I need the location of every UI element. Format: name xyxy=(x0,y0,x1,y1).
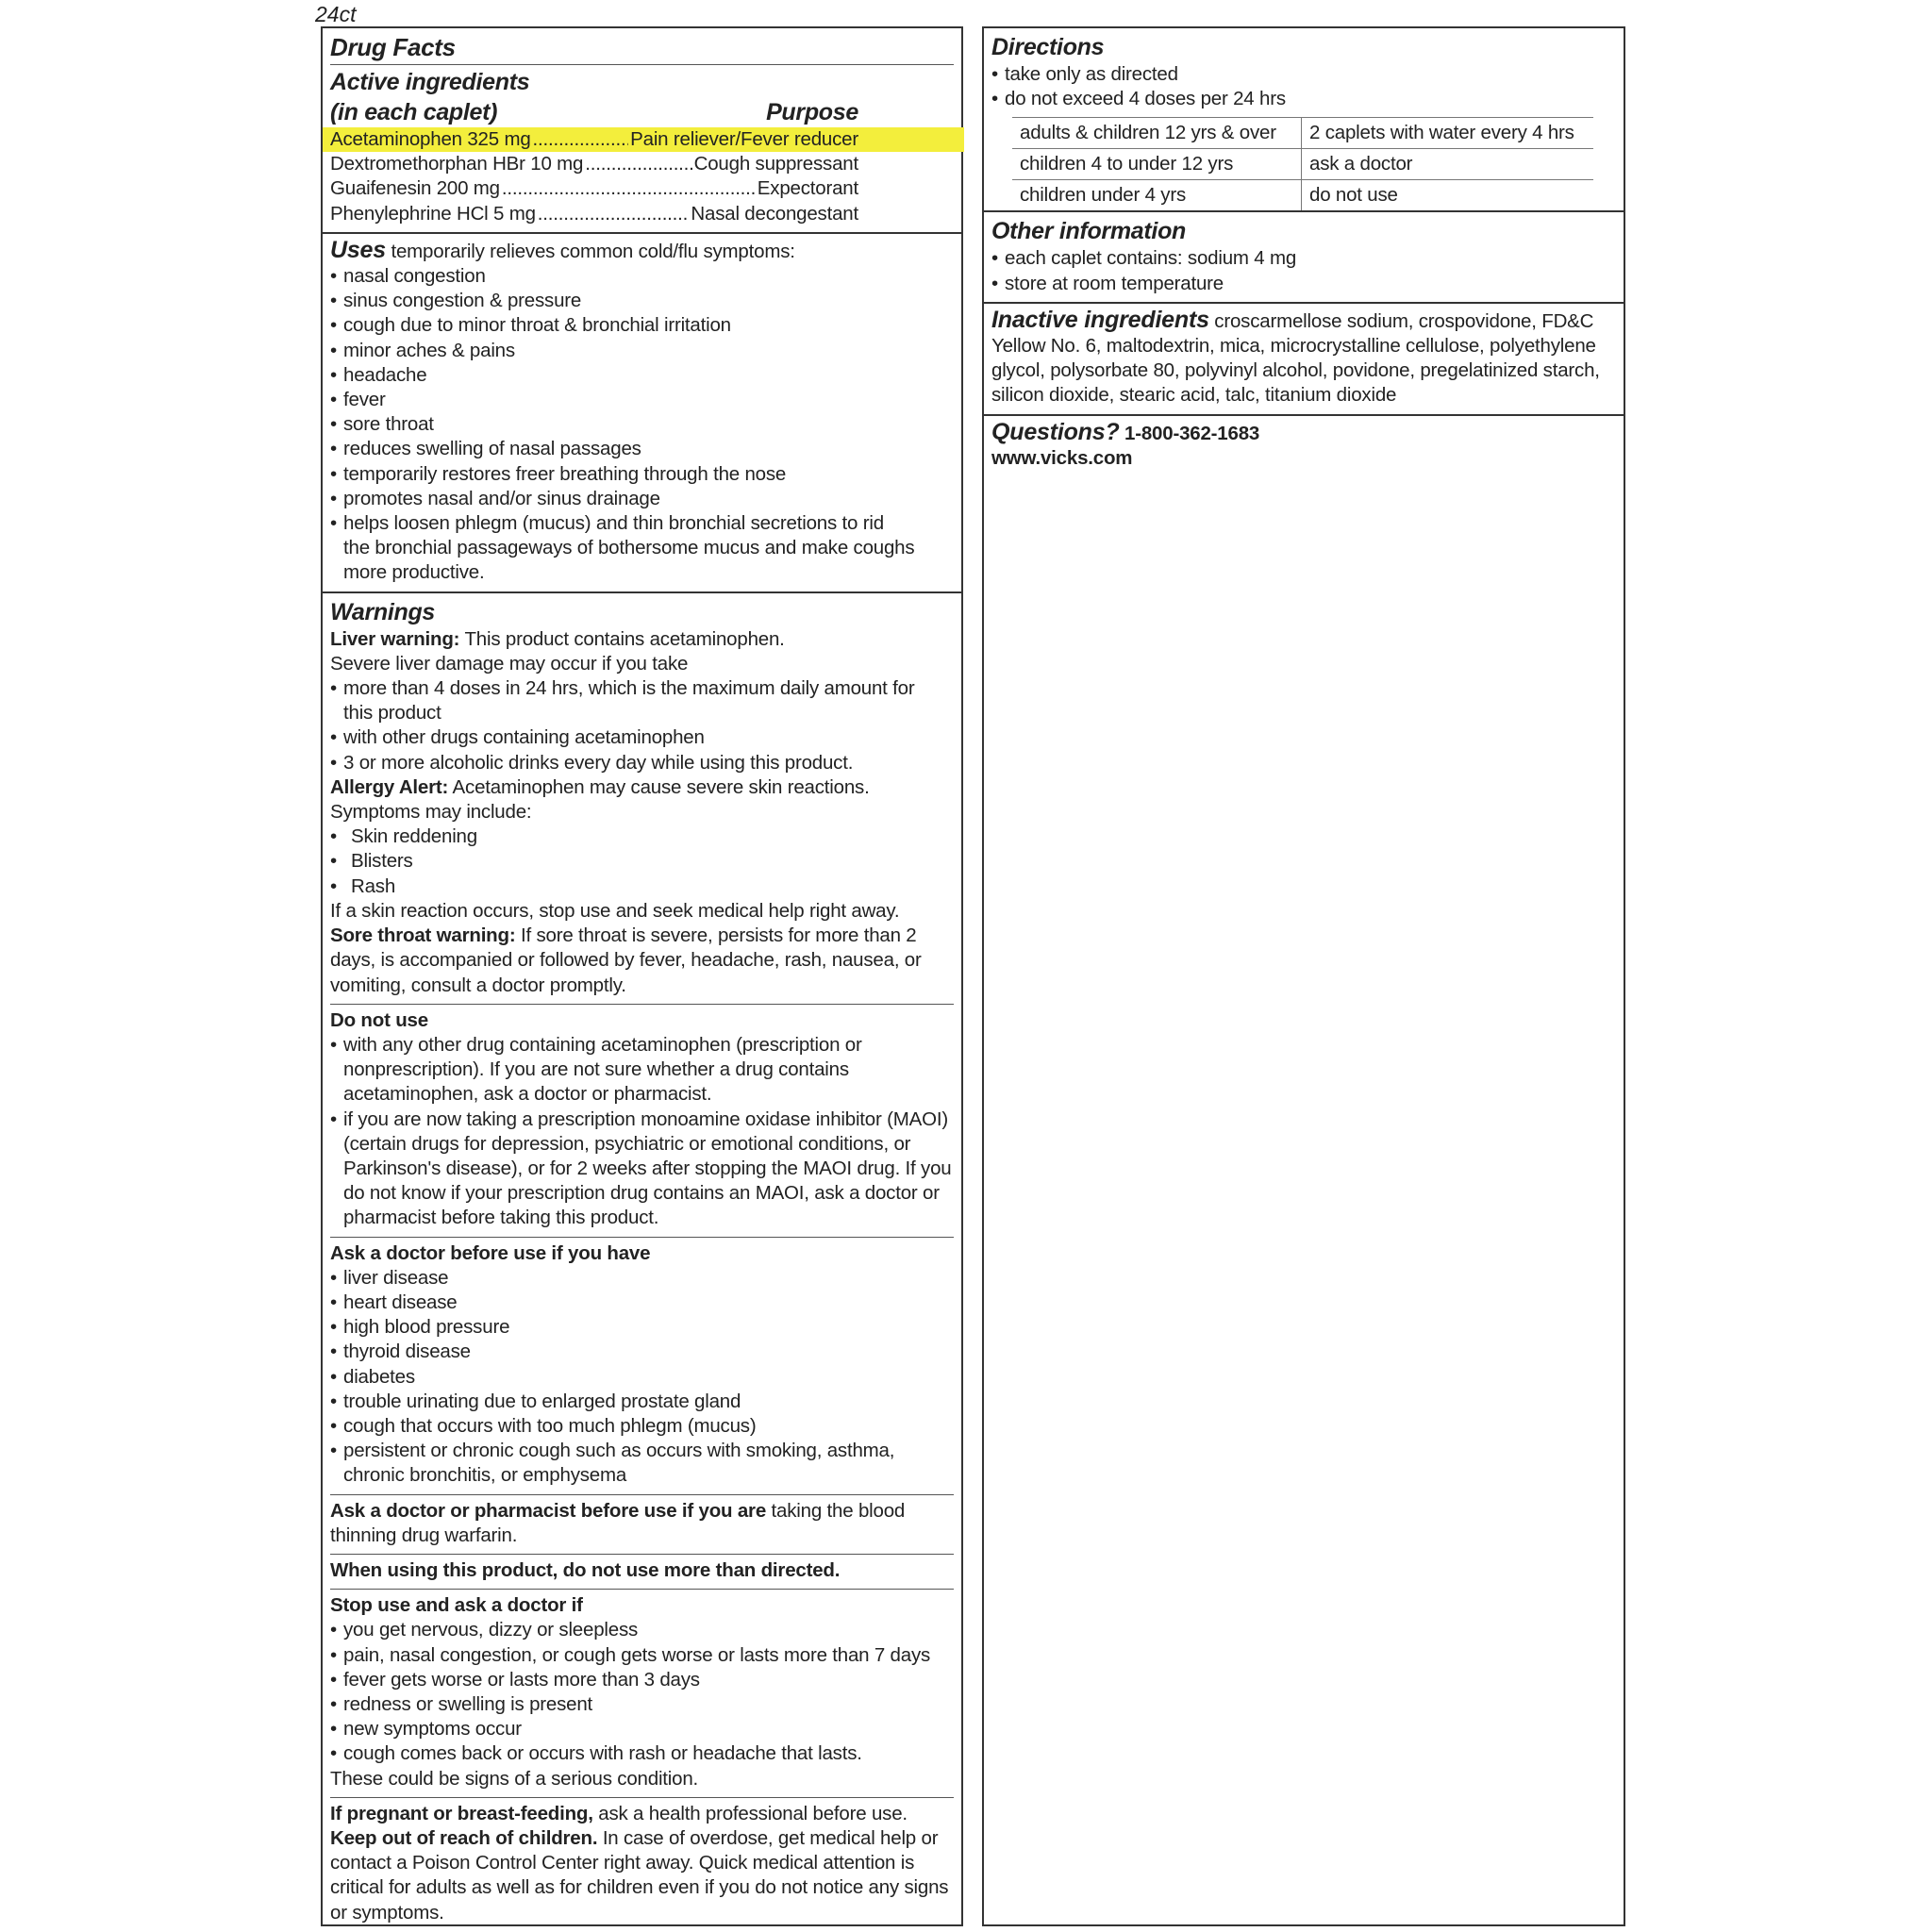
list-item: • headache xyxy=(330,363,427,386)
inactive-ingredients-title: Inactive ingredients xyxy=(991,306,1209,333)
allergy-alert-label: Allergy Alert: xyxy=(330,775,449,798)
list-item: • cough comes back or occurs with rash or headache that lasts. xyxy=(330,1742,862,1765)
table-row xyxy=(1012,149,1593,180)
age-cell: children 4 to under 12 yrs xyxy=(1012,149,1302,180)
list-item: • 3 or more alcoholic drinks every day while using this product. xyxy=(330,751,854,774)
list-item: • trouble urinating due to enlarged prostate gland xyxy=(330,1390,741,1412)
uses-title: Uses xyxy=(330,236,386,263)
list-item: • persistent or chronic cough such as occurs with smoking, asthma, chronic bronchitis, or emphysema xyxy=(330,1440,895,1487)
do-not-use-section xyxy=(330,1004,954,1231)
list-item: • nasal congestion xyxy=(330,265,486,288)
table-row xyxy=(1012,180,1593,211)
list-item: • Skin reddening xyxy=(330,825,477,848)
dose-cell: ask a doctor xyxy=(1302,149,1594,180)
ingredient-row xyxy=(323,127,964,152)
pregnant-text: ask a health professional before use. xyxy=(598,1802,908,1824)
other-information-section xyxy=(984,212,1624,303)
list-item: • more than 4 doses in 24 hrs, which is the maximum daily amount for this product xyxy=(330,677,915,724)
ingredient-purpose: Cough suppressant xyxy=(693,153,858,175)
questions-title: Questions? xyxy=(991,418,1120,445)
inactive-ingredients-text: croscarmellose sodium, crospovidone, FD&C Yellow No. 6, maltodextrin, mica, microcrystalline cellulose, polyethylene glycol, polysorbate 80, polyvinyl alcohol, povidone, pregelatinized starch, silicon dioxide, stearic acid, talc, titanium dioxide xyxy=(991,309,1600,407)
list-item: • high blood pressure xyxy=(330,1316,510,1339)
count-label: 24ct xyxy=(315,2,357,26)
list-item: • if you are now taking a prescription monoamine oxidase inhibitor (MAOI) (certain drugs for depression, psychiatric or emotional conditions, or Parkinson's disease), or for 2 weeks after stopping the MAOI drug. If you do not know if your prescription drug contains an MAOI, ask a doctor or pharmacist before taking this product. xyxy=(330,1108,952,1229)
list-item: • cough due to minor throat & bronchial irritation xyxy=(330,314,731,337)
ingredient-purpose: Nasal decongestant xyxy=(691,202,858,225)
warnings-title: Warnings xyxy=(330,598,436,625)
warnings-section xyxy=(323,593,961,1931)
allergy-alert-text: Acetaminophen may cause severe skin reactions. xyxy=(452,775,870,798)
pregnant-section xyxy=(330,1797,954,1925)
list-item: • Rash xyxy=(330,874,396,897)
drug-facts-title: Drug Facts xyxy=(330,32,954,65)
ask-doctor-section xyxy=(330,1237,954,1489)
ingredient-name: Acetaminophen 325 mg xyxy=(330,128,531,150)
ingredient-purpose: Expectorant xyxy=(757,177,858,200)
active-ingredients-title: Active ingredients xyxy=(330,69,530,95)
sore-throat-warning xyxy=(330,924,943,998)
list-item: • heart disease xyxy=(330,1291,458,1313)
list-item: • do not exceed 4 doses per 24 hrs xyxy=(991,88,1286,110)
phone-number: 1-800-362-1683 xyxy=(1124,422,1260,444)
ingredient-purpose: Pain reliever/Fever reducer xyxy=(630,128,858,150)
stop-use-section xyxy=(330,1589,954,1791)
ingredient-row xyxy=(330,152,858,176)
drug-facts-right-panel xyxy=(982,26,1625,1926)
each-caplet-subtitle: (in each caplet) xyxy=(330,99,498,125)
liver-warning-label: Liver warning: xyxy=(330,627,460,650)
ingredient-row xyxy=(330,202,858,226)
list-item: • liver disease xyxy=(330,1266,449,1289)
sore-throat-text: If sore throat is severe, persists for more than 2 days, is accompanied or followed by fever, headache, rash, nausea, or vomiting, consult a doctor promptly. xyxy=(330,924,922,996)
ask-pharmacist-text: taking the blood thinning drug warfarin. xyxy=(330,1499,906,1546)
ingredient-name: Dextromethorphan HBr 10 mg xyxy=(330,153,584,175)
allergy-symptoms-intro: Symptoms may include: xyxy=(330,801,532,824)
list-item: • Blisters xyxy=(330,850,413,873)
leader-dots xyxy=(533,127,629,152)
list-item: • sinus congestion & pressure xyxy=(330,290,582,312)
liver-warning-text2: Severe liver damage may occur if you take xyxy=(330,652,689,675)
uses-section xyxy=(323,234,961,593)
list-item: • with other drugs containing acetaminophen xyxy=(330,726,705,749)
liver-warning-text: This product contains acetaminophen. xyxy=(464,627,785,650)
inactive-ingredients-section xyxy=(984,304,1624,416)
sore-throat-label: Sore throat warning: xyxy=(330,924,516,947)
stop-use-after: These could be signs of a serious condition. xyxy=(330,1767,699,1790)
ask-pharmacist-label: Ask a doctor or pharmacist before use if you are xyxy=(330,1499,767,1522)
dose-cell: 2 caplets with water every 4 hrs xyxy=(1302,118,1594,149)
list-item: • pain, nasal congestion, or cough gets worse or lasts more than 7 days xyxy=(330,1643,931,1666)
ask-doctor-title: Ask a doctor before use if you have xyxy=(330,1241,651,1264)
allergy-after-text: If a skin reaction occurs, stop use and seek medical help right away. xyxy=(330,899,900,922)
dose-cell: do not use xyxy=(1302,180,1594,211)
keep-out-text: In case of overdose, get medical help or contact a Poison Control Center right away. Quick medical attention is critical for adults as well as for children even if you do not notice any signs or symptoms. xyxy=(330,1827,949,1924)
list-item: • fever gets worse or lasts more than 3 days xyxy=(330,1668,700,1690)
leader-dots xyxy=(585,152,691,176)
ingredient-row xyxy=(330,176,858,201)
age-cell: adults & children 12 yrs & over xyxy=(1012,118,1302,149)
purpose-header: Purpose xyxy=(766,99,858,125)
leader-dots xyxy=(502,176,756,201)
pregnant-label: If pregnant or breast-feeding, xyxy=(330,1802,593,1824)
ingredient-name: Phenylephrine HCl 5 mg xyxy=(330,202,536,225)
list-item: • minor aches & pains xyxy=(330,339,515,361)
list-item: • sore throat xyxy=(330,413,434,436)
list-item: • reduces swelling of nasal passages xyxy=(330,438,641,460)
list-item: • diabetes xyxy=(330,1365,415,1388)
list-item: • with any other drug containing acetaminophen (prescription or nonprescription). If you are not sure whether a drug contains acetaminophen, ask a doctor or pharmacist. xyxy=(330,1033,862,1106)
list-item: • thyroid disease xyxy=(330,1341,471,1363)
active-ingredients-section xyxy=(323,28,961,234)
do-not-use-title: Do not use xyxy=(330,1008,428,1031)
table-row xyxy=(1012,118,1593,149)
uses-intro: temporarily relieves common cold/flu symptoms: xyxy=(391,240,795,262)
stop-use-title: Stop use and ask a doctor if xyxy=(330,1594,583,1617)
keep-out-label: Keep out of reach of children. xyxy=(330,1827,598,1849)
directions-section xyxy=(984,28,1624,212)
list-item: • temporarily restores freer breathing through the nose xyxy=(330,462,787,485)
other-information-title: Other information xyxy=(991,218,1187,245)
list-item: • promotes nasal and/or sinus drainage xyxy=(330,487,660,509)
list-item: • fever xyxy=(330,389,386,411)
ingredients-header xyxy=(330,97,858,127)
when-using-section xyxy=(330,1554,954,1583)
directions-title: Directions xyxy=(991,34,1105,60)
directions-table xyxy=(1012,117,1593,210)
list-item: • new symptoms occur xyxy=(330,1718,522,1740)
ingredient-name: Guaifenesin 200 mg xyxy=(330,177,500,200)
list-item: • store at room temperature xyxy=(991,272,1224,294)
when-using-text: When using this product, do not use more than directed. xyxy=(330,1558,841,1581)
leader-dots xyxy=(538,202,690,226)
list-item: • helps loosen phlegm (mucus) and thin bronchial secretions to rid the bronchial passageways of bothersome mucus and make coughs more productive. xyxy=(330,512,915,584)
list-item: • take only as directed xyxy=(991,63,1178,85)
questions-section xyxy=(984,416,1624,476)
drug-facts-left-panel xyxy=(321,26,963,1926)
ask-pharmacist-section xyxy=(330,1494,954,1548)
age-cell: children under 4 yrs xyxy=(1012,180,1302,211)
list-item: • each caplet contains: sodium 4 mg xyxy=(991,247,1297,270)
list-item: • you get nervous, dizzy or sleepless xyxy=(330,1619,639,1641)
list-item: • redness or swelling is present xyxy=(330,1692,593,1715)
website-link[interactable]: www.vicks.com xyxy=(991,446,1133,469)
list-item: • cough that occurs with too much phlegm (mucus) xyxy=(330,1414,757,1437)
